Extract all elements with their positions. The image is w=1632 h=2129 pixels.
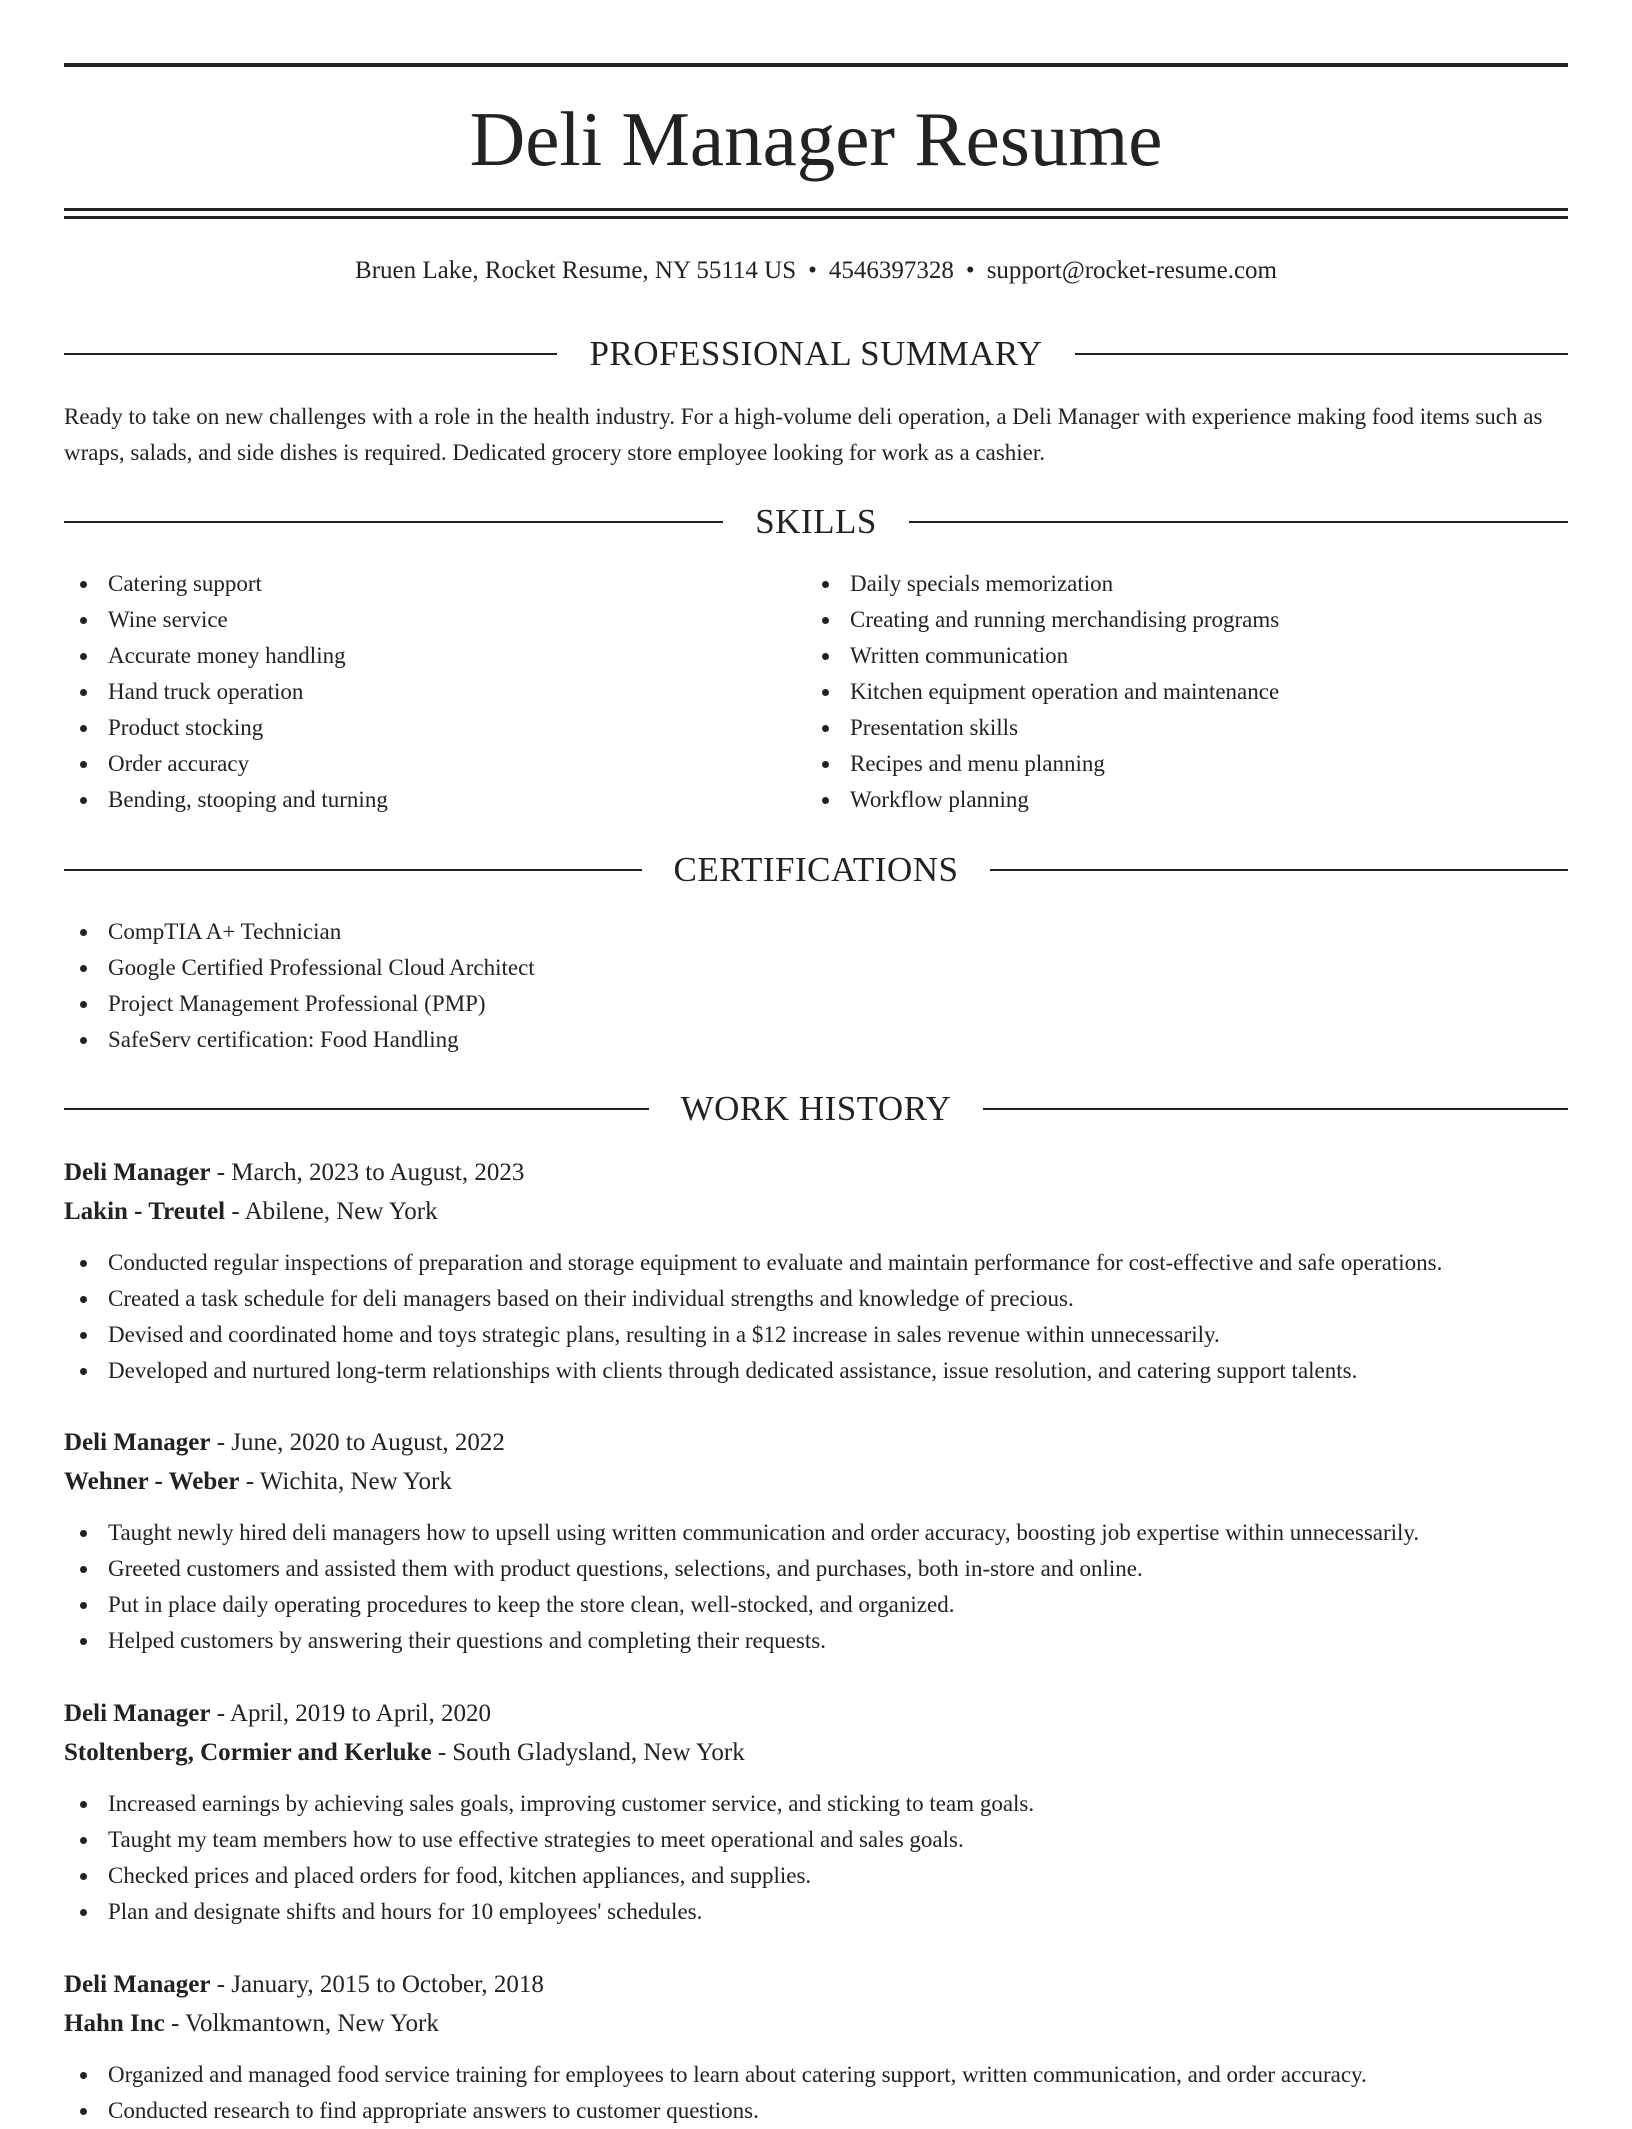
heading-rule: [990, 869, 1568, 871]
job-company: Wehner - Weber: [64, 1468, 240, 1495]
job-bullet: Conducted regular inspections of preparation and storage equipment to evaluate and maintain performance for cost-effective and safe operations.: [64, 1245, 1568, 1281]
page-title: Deli Manager Resume: [469, 96, 1163, 182]
job-title: Deli Manager: [64, 1159, 211, 1186]
job-bullet: Created a task schedule for deli managers based on their individual strengths and knowledge of precious.: [64, 1281, 1568, 1317]
job-bullets: [64, 1786, 1568, 1930]
job-dates: - March, 2023 to August, 2023: [216, 1159, 525, 1186]
certifications-heading: [64, 848, 1568, 892]
section-title: WORK HISTORY: [680, 1089, 952, 1128]
job-location: - Wichita, New York: [245, 1468, 452, 1495]
skills-list-right: [806, 566, 1568, 818]
job-bullet: Organized and managed food service training for employees to learn about catering support, written communication, and order accuracy.: [64, 2057, 1568, 2093]
job-company: Stoltenberg, Cormier and Kerluke: [64, 1739, 432, 1766]
job-company-line: [64, 1193, 1568, 1231]
job-entry: [64, 1424, 1568, 1659]
contact-email: support@rocket-resume.com: [986, 257, 1277, 284]
skill-item: Workflow planning: [806, 782, 1568, 818]
section-title: SKILLS: [755, 502, 877, 541]
contact-line: [64, 254, 1568, 288]
job-bullets: [64, 1515, 1568, 1659]
job-entry: [64, 1154, 1568, 1389]
heading-rule: [1075, 353, 1568, 355]
job-title: Deli Manager: [64, 1700, 211, 1727]
skill-item: Wine service: [64, 602, 804, 638]
summary-text: Ready to take on new challenges with a role in the health industry. For a high-volume deli operation, a Deli Manager with experience making food items such as wraps, salads, and side dishes is required. Dedicated grocery store employee looking for work as a cashier.: [64, 404, 1543, 465]
job-bullets: [64, 2057, 1568, 2129]
skill-item: Product stocking: [64, 710, 804, 746]
job-location: - South Gladysland, New York: [437, 1739, 745, 1766]
job-company: Hahn Inc: [64, 2010, 165, 2037]
job-bullet: Devised and coordinated home and toys strategic plans, resulting in a $12 increase in sales revenue within unnecessarily.: [64, 1317, 1568, 1353]
skill-item: Recipes and menu planning: [806, 746, 1568, 782]
job-bullet: Checked prices and placed orders for food, kitchen appliances, and supplies.: [64, 1858, 1568, 1894]
job-entry: [64, 1695, 1568, 1930]
certifications-list: [64, 914, 1568, 1058]
skill-item: Daily specials memorization: [806, 566, 1568, 602]
job-entry: [64, 1966, 1568, 2129]
section-title: PROFESSIONAL SUMMARY: [589, 334, 1043, 373]
skill-item: Hand truck operation: [64, 674, 804, 710]
skill-item: Bending, stooping and turning: [64, 782, 804, 818]
skills-list-left: [64, 566, 804, 818]
job-title-line: [64, 1695, 1568, 1733]
heading-rule: [64, 353, 557, 355]
job-bullets: [64, 1245, 1568, 1389]
contact-phone: 4546397328: [828, 257, 954, 284]
job-company: Lakin - Treutel: [64, 1198, 226, 1225]
job-bullet: Plan and designate shifts and hours for 10 employees' schedules.: [64, 1894, 1568, 1930]
job-bullet: Helped customers by answering their questions and completing their requests.: [64, 1623, 1568, 1659]
contact-address: Bruen Lake, Rocket Resume, NY 55114 US: [355, 257, 797, 284]
certification-item: SafeServ certification: Food Handling: [64, 1022, 1568, 1058]
section-title: CERTIFICATIONS: [673, 850, 959, 889]
job-bullet: Taught newly hired deli managers how to upsell using written communication and order accuracy, boosting job expertise within unnecessarily.: [64, 1515, 1568, 1551]
title-rule-lower: [64, 216, 1568, 219]
summary-heading: [64, 332, 1568, 376]
job-dates: - January, 2015 to October, 2018: [216, 1971, 544, 1998]
work-history-heading: [64, 1087, 1568, 1131]
contact-separator: •: [965, 257, 975, 284]
skill-item: Order accuracy: [64, 746, 804, 782]
certification-item: CompTIA A+ Technician: [64, 914, 1568, 950]
heading-rule: [64, 521, 723, 523]
job-title: Deli Manager: [64, 1429, 211, 1456]
job-bullet: Conducted research to find appropriate answers to customer questions.: [64, 2093, 1568, 2129]
job-location: - Abilene, New York: [231, 1198, 438, 1225]
skill-item: Accurate money handling: [64, 638, 804, 674]
skill-item: Catering support: [64, 566, 804, 602]
heading-rule: [909, 521, 1568, 523]
job-company-line: [64, 1734, 1568, 1772]
job-title: Deli Manager: [64, 1971, 211, 1998]
certification-item: Google Certified Professional Cloud Architect: [64, 950, 1568, 986]
heading-rule: [64, 869, 642, 871]
job-bullet: Developed and nurtured long-term relationships with clients through dedicated assistance, issue resolution, and catering support talents.: [64, 1353, 1568, 1389]
certification-item: Project Management Professional (PMP): [64, 986, 1568, 1022]
contact-separator: •: [808, 257, 817, 284]
title-rule-upper: [64, 208, 1568, 211]
skill-item: Presentation skills: [806, 710, 1568, 746]
heading-rule: [64, 1108, 649, 1110]
skills-heading: [64, 500, 1568, 544]
top-rule: [64, 63, 1568, 67]
job-bullet: Increased earnings by achieving sales goals, improving customer service, and sticking to team goals.: [64, 1786, 1568, 1822]
job-company-line: [64, 2005, 1568, 2043]
job-dates: - June, 2020 to August, 2022: [216, 1429, 505, 1456]
job-company-line: [64, 1463, 1568, 1501]
job-location: - Volkmantown, New York: [170, 2010, 439, 2037]
job-bullet: Greeted customers and assisted them with product questions, selections, and purchases, both in-store and online.: [64, 1551, 1568, 1587]
job-title-line: [64, 1424, 1568, 1462]
job-bullet: Taught my team members how to use effective strategies to meet operational and sales goals.: [64, 1822, 1568, 1858]
skill-item: Kitchen equipment operation and maintenance: [806, 674, 1568, 710]
job-dates: - April, 2019 to April, 2020: [216, 1700, 492, 1727]
skill-item: Creating and running merchandising programs: [806, 602, 1568, 638]
job-bullet: Put in place daily operating procedures to keep the store clean, well-stocked, and organized.: [64, 1587, 1568, 1623]
skill-item: Written communication: [806, 638, 1568, 674]
heading-rule: [983, 1108, 1568, 1110]
job-title-line: [64, 1154, 1568, 1192]
job-title-line: [64, 1966, 1568, 2004]
